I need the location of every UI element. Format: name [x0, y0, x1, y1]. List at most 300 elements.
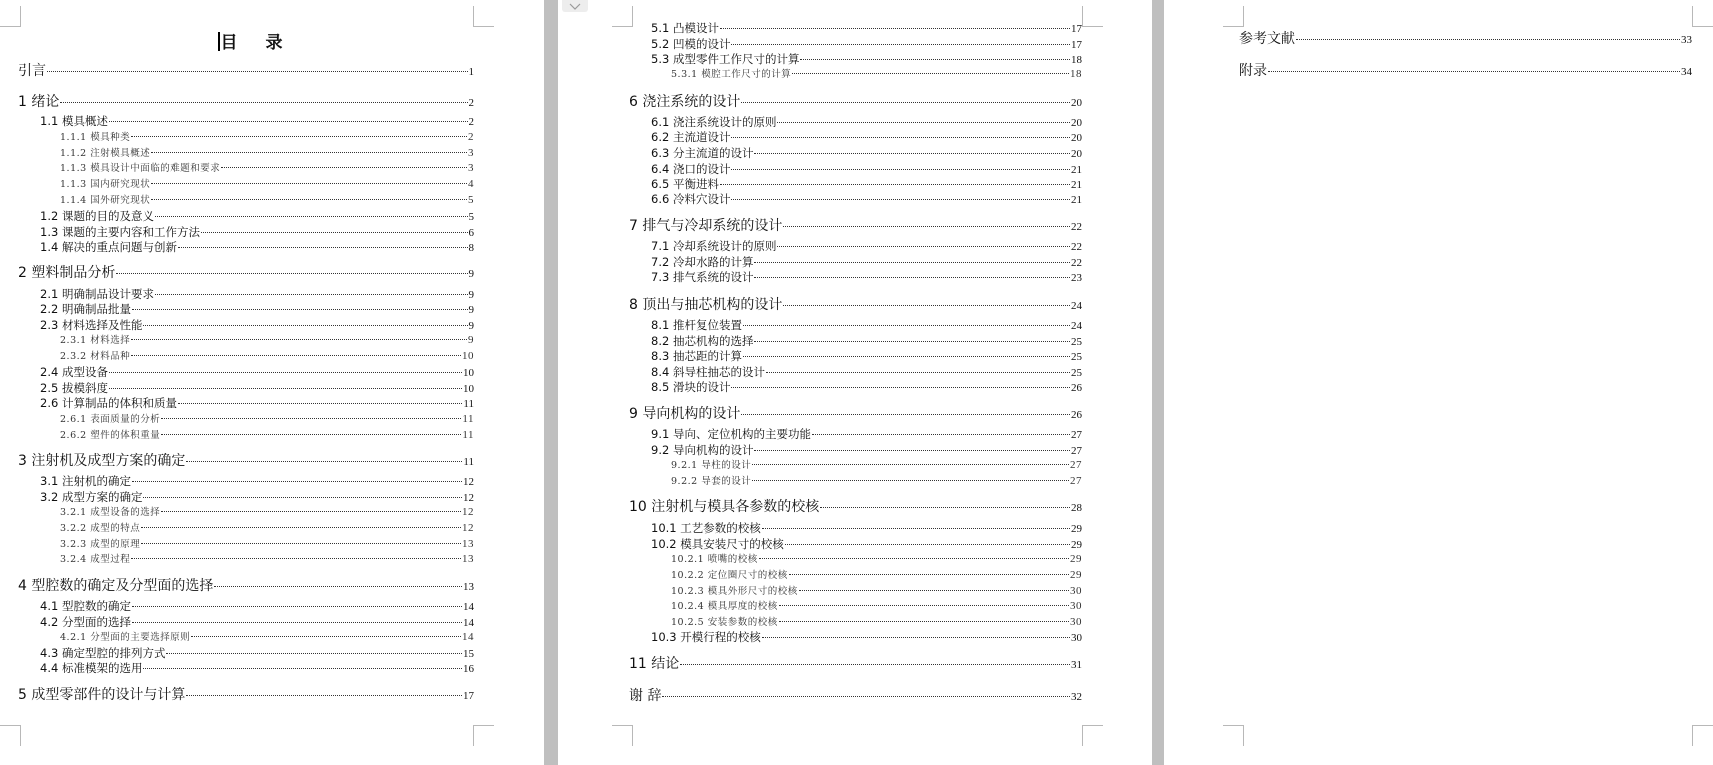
toc-entry-page-number: 9 [468, 304, 474, 316]
toc-leader-dots [109, 388, 462, 389]
toc-entry[interactable] [18, 473, 474, 489]
toc-entry-page-number: 13 [462, 538, 474, 550]
collapse-toggle-button[interactable] [562, 0, 588, 12]
toc-entry[interactable] [629, 129, 1082, 145]
toc-leader-dots [151, 183, 467, 184]
page-corner-mark [473, 725, 494, 746]
chevron-down-icon [569, 3, 581, 10]
toc-entry-label: 7.1 冷却系统设计的原则 [651, 239, 777, 253]
toc-entry[interactable] [629, 598, 1082, 612]
toc-entry-label: 6.2 主流道设计 [651, 130, 731, 144]
toc-entry-page-number: 21 [1071, 194, 1082, 206]
toc-entry[interactable] [629, 379, 1082, 395]
toc-entry-page-number: 26 [1071, 382, 1082, 394]
toc-leader-dots [109, 372, 462, 373]
toc-leader-dots [783, 305, 1070, 306]
toc-leader-dots [777, 122, 1070, 123]
toc-entry-page-number: 14 [463, 617, 474, 629]
toc-leader-dots [662, 696, 1070, 697]
document-page-1 [0, 0, 544, 765]
toc-entry-page-number: 17 [1071, 39, 1082, 51]
toc-entry-page-number: 27 [1070, 475, 1082, 487]
toc-leader-dots [132, 309, 468, 310]
toc-entry[interactable] [18, 160, 474, 174]
toc-entry-label: 1.1 模具概述 [40, 114, 108, 128]
toc-entry-label: 4.2 分型面的选择 [40, 615, 131, 629]
toc-leader-dots [186, 695, 462, 696]
toc-entry-label: 1.1.1 模具种类 [60, 132, 131, 143]
toc-entry-page-number: 28 [1071, 502, 1082, 514]
toc-entry-label: 8 顶出与抽芯机构的设计 [629, 297, 783, 313]
toc-entry-page-number: 34 [1681, 66, 1692, 78]
toc-entry[interactable] [629, 238, 1082, 254]
toc-entry[interactable] [18, 380, 474, 396]
toc-entry-page-number: 27 [1070, 459, 1082, 471]
toc-leader-dots [1268, 71, 1680, 72]
toc-entry[interactable] [629, 51, 1082, 67]
toc-entry[interactable] [629, 269, 1082, 285]
toc-entry[interactable] [629, 614, 1082, 628]
toc-entry-page-number: 9 [468, 289, 474, 301]
toc-leader-dots [47, 71, 468, 72]
toc-entry-page-number: 9 [468, 320, 474, 332]
toc-entry[interactable] [629, 20, 1082, 36]
toc-entry[interactable] [18, 224, 474, 240]
toc-entry-label: 1.1.4 国外研究现状 [60, 195, 151, 206]
toc-entry[interactable] [18, 575, 474, 595]
toc-entry[interactable] [629, 215, 1082, 235]
page-corner-mark [1082, 6, 1103, 27]
toc-entry-label: 5.1 凸模设计 [651, 21, 719, 35]
toc-entry-label: 2.5 拔模斜度 [40, 381, 108, 395]
toc-entry[interactable] [629, 145, 1082, 161]
toc-entry[interactable] [629, 364, 1082, 380]
toc-leader-dots [731, 387, 1070, 388]
toc-entry[interactable] [18, 91, 474, 111]
toc-entry-page-number: 18 [1070, 68, 1082, 80]
toc-entry-page-number: 22 [1071, 221, 1082, 233]
toc-leader-dots [743, 325, 1070, 326]
toc-entry-label: 10.2.1 喷嘴的校核 [671, 554, 758, 565]
document-page-3 [1164, 0, 1713, 765]
toc-leader-dots [141, 527, 461, 528]
toc-leader-dots [779, 605, 1069, 606]
toc-entry-page-number: 20 [1071, 97, 1082, 109]
toc-entry-label: 3.2 成型方案的确定 [40, 490, 143, 504]
toc-leader-dots [221, 167, 467, 168]
toc-entry[interactable] [629, 333, 1082, 349]
toc-leader-dots [214, 586, 462, 587]
toc-entry[interactable] [18, 427, 474, 441]
toc-leader-dots [109, 121, 468, 122]
toc-entry-page-number: 3 [468, 147, 474, 159]
toc-entry-page-number: 17 [1071, 23, 1082, 35]
toc-entry[interactable] [18, 450, 474, 470]
toc-entry-page-number: 13 [463, 581, 474, 593]
toc-entry[interactable] [18, 262, 474, 282]
toc-entry-label: 2.1 明确制品设计要求 [40, 287, 154, 301]
toc-entry[interactable] [18, 192, 474, 206]
toc-entry-label: 8.5 滑块的设计 [651, 380, 731, 394]
toc-entry-label: 9.2.2 导套的设计 [671, 476, 752, 487]
toc-entry[interactable] [629, 653, 1082, 673]
toc-entry-label: 9 导向机构的设计 [629, 406, 741, 422]
toc-entry-page-number: 26 [1071, 409, 1082, 421]
toc-entry-label: 2.3.2 材料品种 [60, 351, 131, 362]
toc-entry-page-number: 14 [462, 631, 474, 643]
toc-leader-dots [759, 558, 1069, 559]
toc-leader-dots [762, 528, 1070, 529]
toc-entry-page-number: 21 [1071, 164, 1082, 176]
toc-entry[interactable] [629, 536, 1082, 552]
toc-entry-page-number: 27 [1071, 445, 1082, 457]
toc-entry[interactable] [18, 395, 474, 411]
toc-leader-dots [141, 543, 461, 544]
toc-entry-label: 6.5 平衡进料 [651, 177, 719, 191]
toc-entry-page-number: 24 [1071, 300, 1082, 312]
toc-entry-page-number: 11 [462, 413, 474, 425]
toc-entry[interactable] [629, 567, 1082, 581]
toc-leader-dots [166, 653, 462, 654]
toc-entry-page-number: 29 [1071, 523, 1082, 535]
toc-leader-dots [161, 511, 461, 512]
toc-entry-page-number: 6 [468, 227, 474, 239]
toc-leader-dots [731, 199, 1070, 200]
toc-entry-page-number: 25 [1071, 336, 1082, 348]
toc-leader-dots [151, 199, 467, 200]
toc-entry-label: 1.1.3 模具设计中面临的难题和要求 [60, 163, 221, 174]
toc-entry-label: 2.3 材料选择及性能 [40, 318, 143, 332]
toc-entry-label: 3.2.4 成型过程 [60, 554, 131, 565]
toc-entry[interactable] [18, 176, 474, 190]
toc-entry-label: 2 塑料制品分析 [18, 265, 116, 281]
toc-entry-page-number: 25 [1071, 351, 1082, 363]
toc-entry[interactable] [18, 629, 474, 643]
toc-entry[interactable] [629, 685, 1082, 705]
toc-entry[interactable] [629, 442, 1082, 458]
toc-entry-page-number: 14 [463, 601, 474, 613]
toc-leader-dots [60, 102, 467, 103]
toc-entry-page-number: 20 [1071, 117, 1082, 129]
toc-entry[interactable] [18, 520, 474, 534]
toc-leader-dots [1296, 39, 1680, 40]
toc-leader-dots [766, 372, 1070, 373]
toc-entry-page-number: 15 [463, 648, 474, 660]
toc-entry-label: 7.2 冷却水路的计算 [651, 255, 754, 269]
toc-leader-dots [720, 28, 1070, 29]
toc-entry-label: 9.2 导向机构的设计 [651, 443, 754, 457]
toc-entry-label: 8.3 抽芯距的计算 [651, 349, 742, 363]
toc-entry-page-number: 4 [468, 178, 474, 190]
toc-entry-label: 6.3 分主流道的设计 [651, 146, 754, 160]
toc-entry[interactable] [18, 332, 474, 346]
toc-entry[interactable] [18, 60, 474, 80]
toc-entry-page-number: 27 [1071, 429, 1082, 441]
toc-entry[interactable] [18, 645, 474, 661]
toc-leader-dots [789, 574, 1069, 575]
toc-leader-dots [178, 247, 468, 248]
toc-entry-page-number: 12 [463, 492, 474, 504]
toc-entry[interactable] [629, 294, 1082, 314]
toc-leader-dots [762, 637, 1070, 638]
toc-entry-page-number: 5 [468, 194, 474, 206]
toc-leader-dots [720, 184, 1070, 185]
toc-entry-label: 2.6.2 塑件的体积重量 [60, 430, 161, 441]
toc-entry[interactable] [629, 176, 1082, 192]
toc-entry[interactable] [18, 536, 474, 550]
toc-leader-dots [754, 277, 1070, 278]
toc-entry-page-number: 30 [1070, 600, 1082, 612]
toc-entry-page-number: 10 [463, 367, 474, 379]
toc-leader-dots [155, 294, 468, 295]
toc-entry-label: 11 结论 [629, 656, 680, 672]
toc-entry-label: 3.2.2 成型的特点 [60, 523, 141, 534]
toc-leader-dots [132, 606, 462, 607]
toc-leader-dots [178, 403, 462, 404]
toc-entry-label: 4.4 标准模架的选用 [40, 661, 143, 675]
toc-leader-dots [116, 273, 467, 274]
toc-leader-dots [779, 621, 1069, 622]
page-corner-mark [473, 6, 494, 27]
toc-entry-label: 5.3 成型零件工作尺寸的计算 [651, 52, 800, 66]
page-corner-mark [0, 725, 21, 746]
toc-entry-label: 8.2 抽芯机构的选择 [651, 334, 754, 348]
toc-entry-page-number: 23 [1071, 272, 1082, 284]
toc-entry-page-number: 18 [1071, 54, 1082, 66]
toc-entry[interactable] [18, 239, 474, 255]
toc-entry-label: 10.2.2 定位圈尺寸的校核 [671, 570, 788, 581]
toc-entry-page-number: 9 [468, 334, 474, 346]
toc-entry-label: 10.3 开模行程的校核 [651, 630, 761, 644]
toc-entry[interactable] [18, 317, 474, 333]
toc-entry-page-number: 12 [462, 522, 474, 534]
toc-entry-label: 3.1 注射机的确定 [40, 474, 131, 488]
toc-entry-label: 6 浇注系统的设计 [629, 94, 741, 110]
toc-leader-dots [800, 59, 1070, 60]
toc-entry-label: 5 成型零部件的设计与计算 [18, 687, 186, 703]
toc-entry-label: 1.4 解决的重点问题与创新 [40, 240, 177, 254]
toc-entry[interactable] [629, 91, 1082, 111]
document-page-2 [558, 0, 1152, 765]
toc-entry[interactable] [629, 551, 1082, 565]
toc-leader-dots [131, 558, 461, 559]
page-corner-mark [612, 725, 633, 746]
toc-entry-label: 3.2.1 成型设备的选择 [60, 507, 161, 518]
text-cursor [218, 32, 220, 51]
toc-entry[interactable] [629, 496, 1082, 516]
toc-entry-page-number: 31 [1071, 659, 1082, 671]
toc-entry-label: 8.1 推杆复位装置 [651, 318, 742, 332]
toc-entry-label: 1.1.3 国内研究现状 [60, 179, 151, 190]
toc-entry[interactable] [629, 317, 1082, 333]
toc-leader-dots [731, 169, 1070, 170]
toc-leader-dots [752, 464, 1069, 465]
toc-entry-label: 3.2.3 成型的原理 [60, 539, 141, 550]
toc-leader-dots [191, 636, 461, 637]
toc-entry-label: 8.4 斜导柱抽芯的设计 [651, 365, 765, 379]
toc-entry-label: 谢 辞 [629, 688, 662, 704]
toc-entry-page-number: 2 [468, 97, 474, 109]
toc-entry-label: 3 注射机及成型方案的确定 [18, 453, 186, 469]
toc-leader-dots [131, 136, 467, 137]
toc-entry[interactable] [18, 145, 474, 159]
toc-leader-dots [143, 497, 462, 498]
toc-entry-page-number: 12 [462, 506, 474, 518]
toc-leader-dots [752, 480, 1069, 481]
toc-leader-dots [785, 544, 1070, 545]
toc-entry-label: 7.3 排气系统的设计 [651, 270, 754, 284]
toc-leader-dots [132, 622, 462, 623]
toc-entry-label: 2.3.1 材料选择 [60, 335, 131, 346]
toc-leader-dots [792, 73, 1069, 74]
toc-entry-page-number: 25 [1071, 367, 1082, 379]
toc-entry-page-number: 13 [462, 553, 474, 565]
toc-entry[interactable] [18, 286, 474, 302]
toc-entry[interactable] [18, 129, 474, 143]
toc-entry-label: 10.1 工艺参数的校核 [651, 521, 761, 535]
toc-leader-dots [783, 226, 1070, 227]
toc-entry-page-number: 17 [463, 690, 474, 702]
toc-entry-page-number: 5 [468, 211, 474, 223]
toc-entry[interactable] [18, 348, 474, 362]
toc-entry[interactable] [629, 426, 1082, 442]
toc-entry-page-number: 24 [1071, 320, 1082, 332]
toc-title [0, 28, 522, 53]
toc-entry-page-number: 20 [1071, 132, 1082, 144]
toc-entry[interactable] [629, 254, 1082, 270]
toc-entry-page-number: 20 [1071, 148, 1082, 160]
toc-leader-dots [743, 356, 1070, 357]
toc-entry[interactable] [18, 411, 474, 425]
toc-title-part2: 录 [265, 33, 283, 53]
toc-entry[interactable] [18, 614, 474, 630]
toc-entry-label: 2.6 计算制品的体积和质量 [40, 396, 177, 410]
toc-entry-label: 1.3 课题的主要内容和工作方法 [40, 225, 200, 239]
toc-entry[interactable] [18, 301, 474, 317]
toc-entry-page-number: 12 [463, 476, 474, 488]
toc-entry[interactable] [18, 684, 474, 704]
toc-entry-label: 9.1 导向、定位机构的主要功能 [651, 427, 811, 441]
toc-leader-dots [777, 246, 1070, 247]
toc-entry-label: 引言 [18, 63, 46, 79]
toc-entry[interactable] [1239, 28, 1692, 48]
toc-entry[interactable] [629, 114, 1082, 130]
toc-entry[interactable] [18, 208, 474, 224]
toc-leader-dots [754, 341, 1070, 342]
toc-entry[interactable] [629, 348, 1082, 364]
toc-entry-label: 5.3.1 模腔工作尺寸的计算 [671, 69, 792, 80]
toc-entry-label: 附录 [1239, 63, 1267, 79]
page-corner-mark [1692, 725, 1713, 746]
toc-entry-label: 7 排气与冷却系统的设计 [629, 218, 783, 234]
toc-leader-dots [131, 355, 461, 356]
toc-entry-page-number: 22 [1071, 241, 1082, 253]
toc-entry-label: 4.2.1 分型面的主要选择原则 [60, 632, 191, 643]
toc-entry[interactable] [629, 629, 1082, 645]
toc-entry-label: 4 型腔数的确定及分型面的选择 [18, 578, 214, 594]
toc-entry[interactable] [18, 660, 474, 676]
toc-entry-label: 4.3 确定型腔的排列方式 [40, 646, 166, 660]
toc-entry[interactable] [629, 457, 1082, 471]
toc-entry-label: 参考文献 [1239, 31, 1295, 47]
toc-leader-dots [155, 216, 468, 217]
toc-entry-page-number: 9 [468, 268, 474, 280]
toc-entry-label: 10.2.5 安装参数的校核 [671, 617, 778, 628]
toc-leader-dots [143, 325, 467, 326]
toc-entry-page-number: 29 [1071, 539, 1082, 551]
toc-entry[interactable] [629, 36, 1082, 52]
toc-leader-dots [799, 590, 1069, 591]
toc-entry[interactable] [18, 364, 474, 380]
toc-entry[interactable] [629, 520, 1082, 536]
toc-entry-label: 10.2.3 模具外形尺寸的校核 [671, 586, 798, 597]
toc-leader-dots [132, 481, 462, 482]
toc-leader-dots [161, 418, 461, 419]
toc-leader-dots [754, 153, 1070, 154]
page-corner-mark [1692, 6, 1713, 27]
toc-entry[interactable] [18, 489, 474, 505]
toc-entry-label: 4.1 型腔数的确定 [40, 599, 131, 613]
page-corner-mark [1082, 725, 1103, 746]
toc-entry-label: 10.2.4 模具厚度的校核 [671, 601, 778, 612]
toc-entry-page-number: 33 [1681, 34, 1692, 46]
toc-entry[interactable] [629, 161, 1082, 177]
toc-entry-label: 6.1 浇注系统设计的原则 [651, 115, 777, 129]
toc-entry[interactable] [1239, 60, 1692, 80]
toc-leader-dots [143, 668, 462, 669]
toc-entry-page-number: 10 [463, 383, 474, 395]
page-corner-mark [0, 6, 21, 27]
toc-leader-dots [131, 339, 467, 340]
toc-title-part1: 目 [220, 33, 238, 53]
toc-entry-label: 2.6.1 表面质量的分析 [60, 414, 161, 425]
toc-entry-label: 9.2.1 导柱的设计 [671, 460, 752, 471]
toc-entry-page-number: 16 [463, 663, 474, 675]
toc-entry-page-number: 29 [1070, 553, 1082, 565]
toc-leader-dots [731, 137, 1070, 138]
toc-entry-page-number: 2 [468, 131, 474, 143]
toc-entry-page-number: 30 [1070, 585, 1082, 597]
toc-entry[interactable] [18, 551, 474, 565]
toc-entry-page-number: 30 [1070, 616, 1082, 628]
toc-entry-label: 1.1.2 注射模具概述 [60, 148, 151, 159]
toc-entry-label: 2.2 明确制品批量 [40, 302, 131, 316]
toc-entry[interactable] [629, 583, 1082, 597]
toc-entry-page-number: 10 [462, 350, 474, 362]
toc-entry-label: 1.2 课题的目的及意义 [40, 209, 154, 223]
toc-leader-dots [161, 434, 461, 435]
toc-entry-page-number: 3 [468, 162, 474, 174]
toc-entry[interactable] [18, 504, 474, 518]
toc-entry-page-number: 1 [468, 66, 474, 78]
toc-leader-dots [812, 434, 1070, 435]
toc-entry-label: 6.6 冷料穴设计 [651, 192, 731, 206]
toc-entry[interactable] [18, 113, 474, 129]
toc-leader-dots [820, 507, 1070, 508]
toc-entry[interactable] [629, 191, 1082, 207]
toc-entry-page-number: 21 [1071, 179, 1082, 191]
toc-entry[interactable] [629, 66, 1082, 80]
toc-entry[interactable] [629, 403, 1082, 423]
toc-entry-label: 10.2 模具安装尺寸的校核 [651, 537, 784, 551]
toc-entry-label: 10 注射机与模具各参数的校核 [629, 499, 820, 515]
toc-entry[interactable] [18, 598, 474, 614]
page-gutter [544, 0, 558, 765]
toc-entry[interactable] [629, 473, 1082, 487]
toc-leader-dots [201, 232, 468, 233]
toc-entry-label: 5.2 凹模的设计 [651, 37, 731, 51]
toc-entry-label: 6.4 浇口的设计 [651, 162, 731, 176]
